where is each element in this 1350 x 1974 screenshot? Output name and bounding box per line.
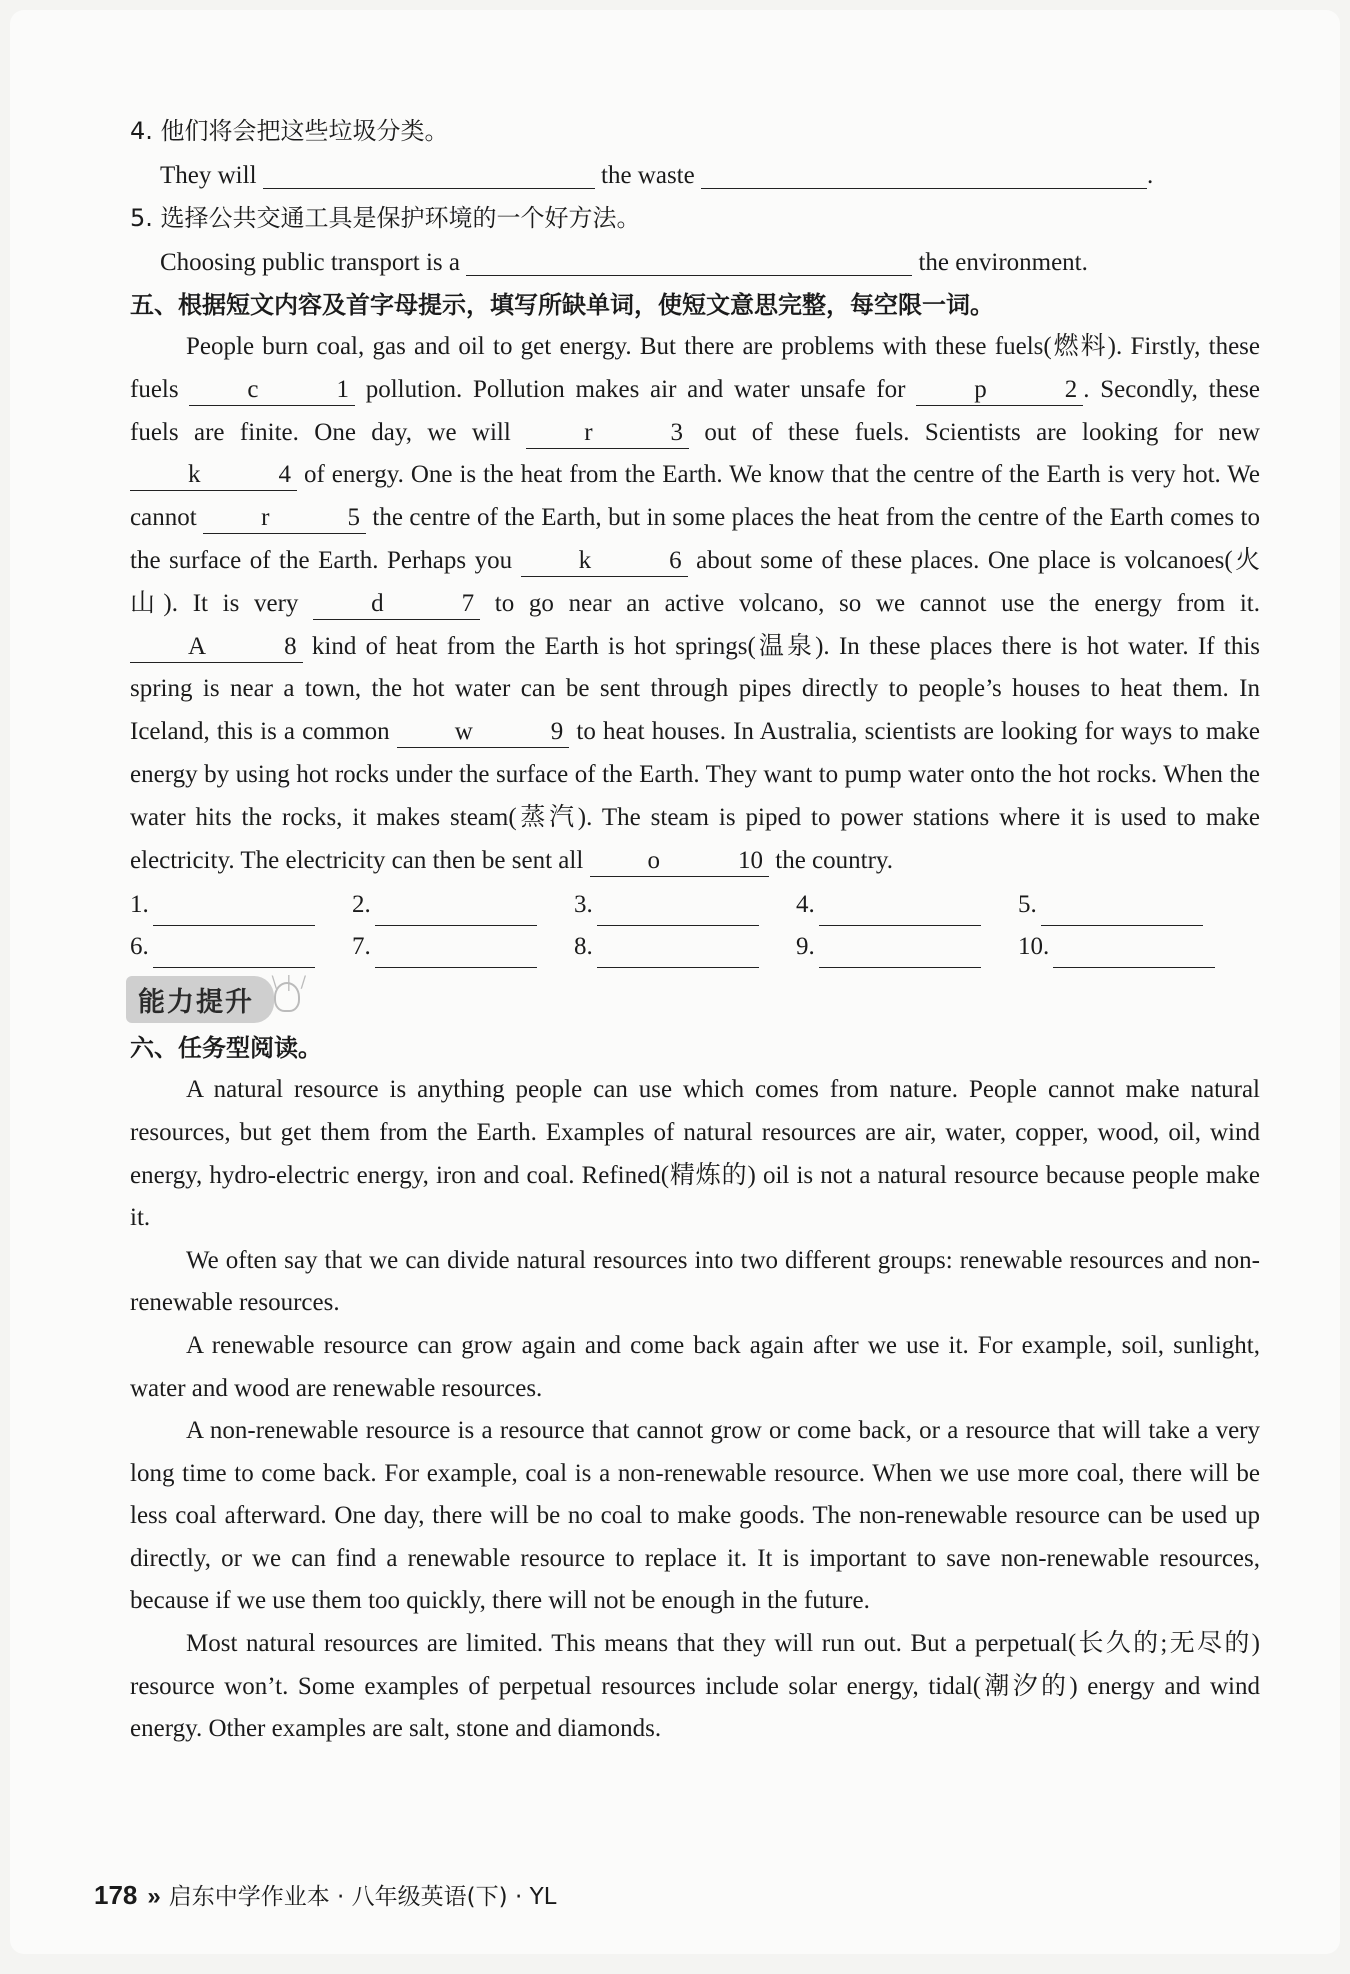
- answer-number: 1.: [130, 891, 149, 919]
- workbook-page: [10, 10, 1340, 1954]
- gap-number: 8: [284, 632, 297, 660]
- gap-number: 9: [550, 718, 564, 746]
- section6-heading: 六、任务型阅读。: [130, 1034, 322, 1063]
- answer-number: 3.: [574, 891, 593, 919]
- section6-paragraph-4: A non-renewable resource is a resource that cannot grow or come back, or a resource that will take a very long time to come back. For example, coal is a non-renewable resource. When we use more coal, there will be less coal afterward. One day, there will be no coal to make goods. The non-renewable resource can be used up directly, or we can find a renewable resource to replace it. It is important to save non-renewable resources, because if we use them too quickly, there will not be enough in the future.: [130, 1417, 1260, 1615]
- answer-number: 9.: [796, 933, 815, 961]
- passage-text: to go near an active volcano, so we cannot use the energy from it.: [480, 589, 1260, 617]
- passage-text: People burn coal, gas and oil to get energy. But there are problems with these fuels(燃料). Firstly, these fuels: [130, 333, 1260, 403]
- q4-blank-1[interactable]: [263, 158, 595, 189]
- answer-9[interactable]: [796, 926, 1018, 968]
- answer-line[interactable]: [819, 897, 981, 926]
- passage-text: of energy. One is the heat from the Earth. We know that the centre of the Earth is very hot. We cannot: [130, 461, 1260, 532]
- q4-chinese: 4. 他们将会把这些垃圾分类。: [130, 117, 449, 145]
- gap-number: 5: [347, 504, 360, 532]
- section5-passage: [130, 326, 1260, 882]
- answer-10[interactable]: [1018, 926, 1240, 968]
- passage-text: pollution. Pollution makes air and water unsafe for: [354, 375, 917, 403]
- section6-paragraph-2: We often say that we can divide natural resources into two different groups: renewable resources and non-renewable resources.: [130, 1246, 1260, 1317]
- q5-chinese: 5. 选择公共交通工具是保护环境的一个好方法。: [130, 204, 641, 232]
- gap-number: 1: [336, 375, 349, 403]
- passage-text: . Secondly, these fuels are finite. One day, we will: [130, 375, 1260, 446]
- answer-line[interactable]: [597, 939, 759, 968]
- answer-number: 5.: [1018, 891, 1037, 919]
- gap-6[interactable]: [521, 546, 688, 577]
- answer-number: 4.: [796, 891, 815, 919]
- answer-3[interactable]: [574, 884, 796, 926]
- q4-blank-2[interactable]: [701, 158, 1147, 189]
- double-arrow-icon: »: [147, 1883, 161, 1910]
- q4-english-line: [130, 152, 1260, 197]
- answer-number: 8.: [574, 933, 593, 961]
- passage-text: to heat houses. In Australia, scientists are looking for ways to make energy by using hot rocks under the surface of the Earth. They want to pump water onto the hot rocks. When the water hits the rocks, it makes steam(蒸汽). The steam is piped to power stations where it is used to make electricity. The electricity can then be sent all: [130, 718, 1260, 874]
- gap-letter: o: [647, 846, 661, 874]
- q5-text-a: Choosing public transport is a: [160, 249, 460, 276]
- section5-paragraph: [130, 326, 1260, 882]
- gap-number: 10: [738, 846, 764, 874]
- gap-9[interactable]: [397, 717, 570, 748]
- gap-1[interactable]: [189, 375, 355, 406]
- gap-2[interactable]: [916, 375, 1083, 406]
- q4-text-a: They will: [160, 162, 257, 189]
- answer-grid: [130, 884, 1260, 968]
- passage-text: the country.: [769, 846, 894, 874]
- section6-paragraph-3: A renewable resource can grow again and come back again after we use it. For example, soil, sunlight, water and wood are renewable resources.: [130, 1331, 1260, 1402]
- passage-text: the centre of the Earth, but in some places the heat from the centre of the Earth comes to the surface of the Earth. Perhaps you: [130, 504, 1260, 574]
- answer-line[interactable]: [1041, 897, 1203, 926]
- ability-label: 能力提升: [138, 987, 254, 1019]
- gap-8[interactable]: [130, 632, 303, 663]
- ability-banner: [126, 972, 308, 1023]
- answer-2[interactable]: [352, 884, 574, 926]
- gap-letter: k: [188, 461, 201, 489]
- answer-line[interactable]: [153, 897, 315, 926]
- gap-letter: k: [578, 546, 592, 574]
- answer-8[interactable]: [574, 926, 796, 968]
- passage-text: kind of heat from the Earth is hot springs(温泉). In these places there is hot water. If this spring is near a town, the hot water can be sent through pipes directly to people’s houses to heat them. In Iceland, this is a common: [130, 632, 1260, 746]
- gap-letter: r: [261, 504, 270, 532]
- answer-7[interactable]: [352, 926, 574, 968]
- answer-number: 2.: [352, 891, 371, 919]
- answer-line[interactable]: [819, 939, 981, 968]
- answer-line[interactable]: [153, 939, 315, 968]
- section6-passage: [130, 1069, 1260, 1751]
- answer-number: 10.: [1018, 933, 1050, 961]
- gap-5[interactable]: [203, 503, 366, 534]
- gap-number: 7: [461, 589, 475, 617]
- gap-letter: w: [454, 718, 473, 746]
- light-rays-icon: \ | /: [271, 972, 308, 992]
- gap-4[interactable]: [130, 460, 297, 491]
- answer-line[interactable]: [1053, 939, 1215, 968]
- answer-line[interactable]: [375, 939, 537, 968]
- gap-letter: A: [188, 632, 207, 660]
- answer-number: 7.: [352, 933, 371, 961]
- q4-period: .: [1146, 162, 1154, 189]
- q4-text-b: the waste: [601, 162, 695, 189]
- gap-number: 6: [669, 546, 682, 574]
- q5-blank[interactable]: [466, 245, 912, 276]
- section5-heading: 五、根据短文内容及首字母提示，填写所缺单词，使短文意思完整，每空限一词。: [130, 291, 994, 319]
- section6-paragraph-1: A natural resource is anything people can use which comes from nature. People cannot make natural resources, but get them from the Earth. Examples of natural resources are air, water, copper, wood, oil, wind energy, hydro-electric energy, iron and coal. Refined(精炼的) oil is not a natural resource because people make it.: [130, 1076, 1260, 1232]
- answer-5[interactable]: [1018, 884, 1240, 926]
- gap-7[interactable]: [313, 589, 480, 620]
- answer-number: 6.: [130, 933, 149, 961]
- passage-text: about some of these places. One place is volcanoes(火山). It is very: [130, 546, 1260, 617]
- answer-4[interactable]: [796, 884, 1018, 926]
- book-title: 启东中学作业本 · 八年级英语(下) · YL: [168, 1884, 557, 1910]
- gap-letter: r: [584, 418, 593, 446]
- answer-line[interactable]: [375, 897, 537, 926]
- gap-letter: d: [371, 589, 384, 617]
- page-number: 178: [94, 1880, 138, 1910]
- gap-letter: p: [974, 375, 987, 403]
- gap-number: 3: [670, 418, 684, 446]
- q5-english-line: [130, 239, 1260, 284]
- passage-text: out of these fuels. Scientists are looking for new: [689, 418, 1260, 446]
- q5-text-b: the environment.: [918, 249, 1088, 276]
- gap-number: 4: [278, 461, 291, 489]
- page-footer: [94, 1878, 556, 1911]
- gap-10[interactable]: [590, 846, 770, 877]
- gap-3[interactable]: [526, 418, 689, 449]
- answer-1[interactable]: [130, 884, 352, 926]
- answer-6[interactable]: [130, 926, 352, 968]
- answer-line[interactable]: [597, 897, 759, 926]
- gap-letter: c: [247, 375, 259, 403]
- section6-paragraph-5: Most natural resources are limited. This means that they will run out. But a perpetual(长久的;无尽的) resource won’t. Some examples of perpetual resources include solar energy, tidal(潮汐的) energy and wind energy. Other examples are salt, stone and diamonds.: [130, 1630, 1260, 1743]
- gap-number: 2: [1064, 375, 1078, 403]
